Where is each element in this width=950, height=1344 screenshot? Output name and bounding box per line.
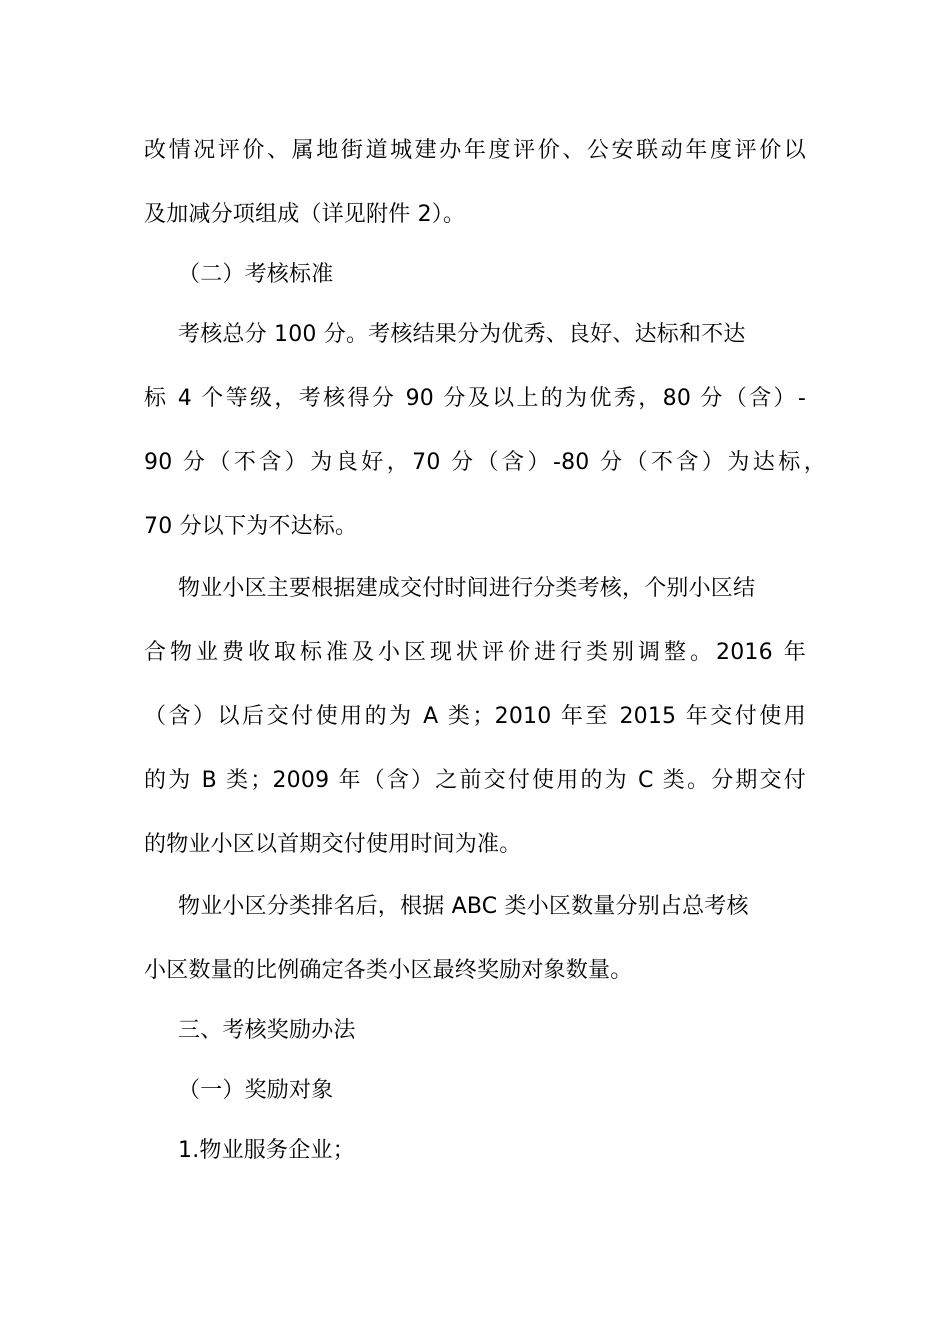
paragraph-line: 标 4 个等级，考核得分 90 分及以上的为优秀，80 分（含）- bbox=[144, 386, 806, 411]
section-heading: 三、考核奖励办法 bbox=[178, 1018, 356, 1043]
paragraph-line: 考核总分 100 分。考核结果分为优秀、良好、达标和不达 bbox=[178, 322, 746, 347]
paragraph-line: 物业小区主要根据建成交付时间进行分类考核，个别小区结 bbox=[178, 576, 756, 601]
paragraph-line: 70 分以下为不达标。 bbox=[144, 514, 358, 539]
paragraph-line: 小区数量的比例确定各类小区最终奖励对象数量。 bbox=[144, 958, 633, 983]
section-heading: （一）奖励对象 bbox=[178, 1078, 334, 1103]
paragraph-line: 及加减分项组成（详见附件 2）。 bbox=[144, 202, 466, 227]
paragraph-line: 改情况评价、属地街道城建办年度评价、公安联动年度评价以 bbox=[144, 138, 806, 163]
section-heading: （二）考核标准 bbox=[178, 262, 334, 287]
paragraph-line: 90 分（不含）为良好，70 分（含）-80 分（不含）为达标， bbox=[144, 450, 826, 475]
paragraph-line: 物业小区分类排名后，根据 ABC 类小区数量分别占总考核 bbox=[178, 894, 749, 919]
paragraph-line: 的物业小区以首期交付使用时间为准。 bbox=[144, 832, 522, 857]
paragraph-line: 的为 B 类；2009 年（含）之前交付使用的为 C 类。分期交付 bbox=[144, 768, 806, 793]
paragraph-line: （含）以后交付使用的为 A 类；2010 年至 2015 年交付使用 bbox=[144, 704, 806, 729]
list-item: 1.物业服务企业； bbox=[178, 1138, 355, 1163]
paragraph-line: 合物业费收取标准及小区现状评价进行类别调整。2016 年 bbox=[144, 640, 806, 665]
